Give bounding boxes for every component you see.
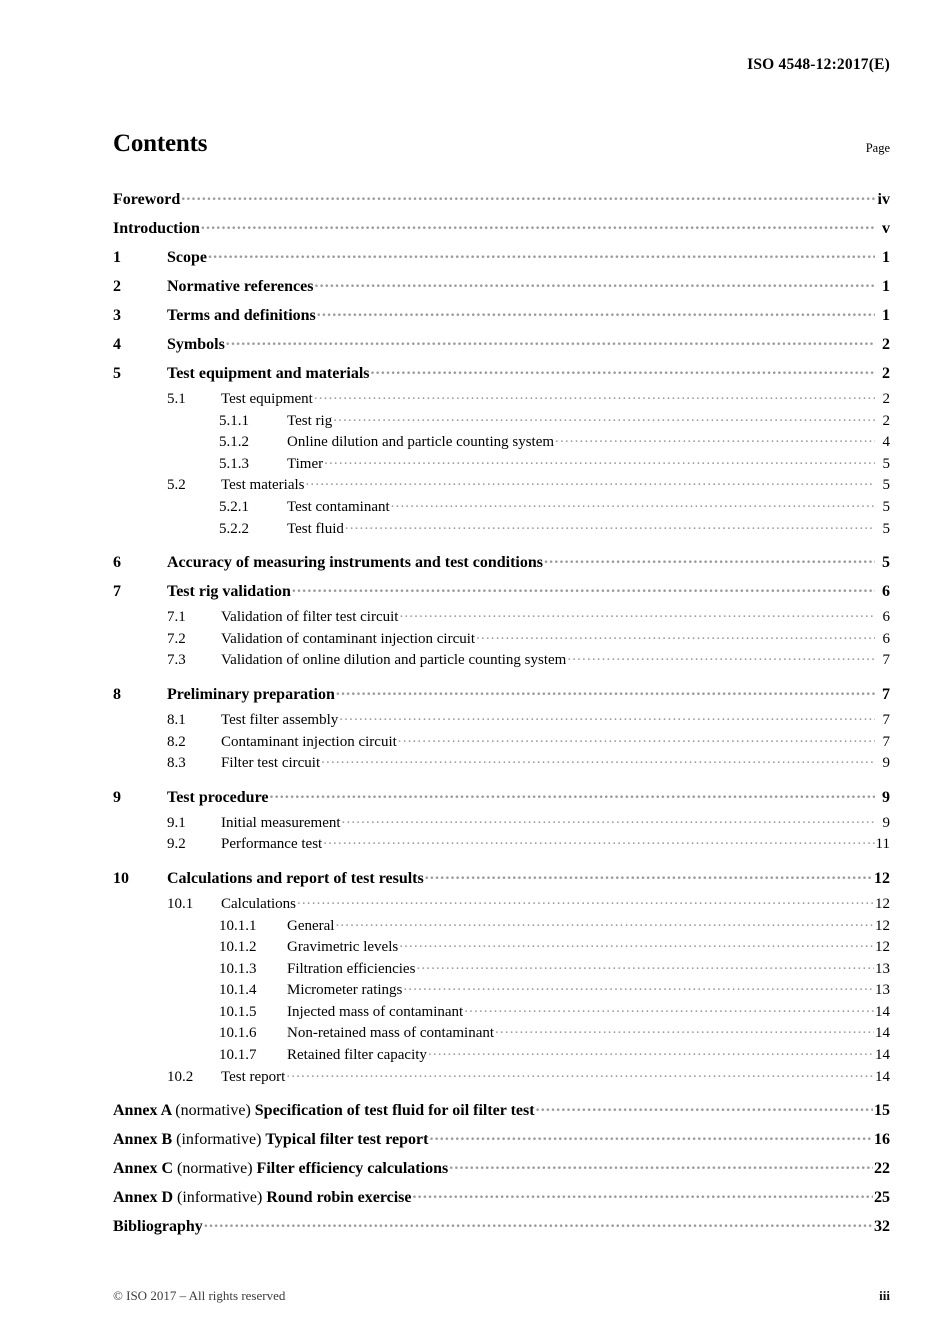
page-column-label: Page <box>865 141 890 155</box>
toc-entry-page: 5 <box>882 477 890 494</box>
leader-dots <box>321 752 875 767</box>
toc-entry-page: 14 <box>875 1047 890 1064</box>
leader-dots <box>413 1186 873 1202</box>
toc-entry-number: 10.1.5 <box>219 1003 257 1020</box>
toc-entry-title: Micrometer ratings <box>287 982 403 999</box>
toc-entry-number: 10.1.1 <box>219 917 257 934</box>
toc-entry-title: Test equipment <box>221 391 313 407</box>
leader-dots <box>297 893 874 908</box>
toc-entry-page: 7 <box>882 733 890 750</box>
toc-entry-title: Non-retained mass of contaminant <box>287 1025 495 1042</box>
footer-page-number: iii <box>879 1288 890 1303</box>
annex-label: Annex B <box>113 1131 177 1149</box>
toc-entry-title: Timer <box>287 455 324 472</box>
toc-entry[interactable] <box>113 893 890 915</box>
leader-dots <box>314 388 875 403</box>
annex-title: Specification of test fluid for oil filter test <box>254 1102 535 1120</box>
toc-entry-title: Performance test <box>221 836 323 853</box>
leader-dots <box>336 683 875 699</box>
toc-entry-number: 10.1.2 <box>219 939 257 956</box>
toc-entry-page: 25 <box>874 1189 890 1207</box>
toc-entry-number: 9.2 <box>167 836 186 853</box>
toc-entry-number: 7 <box>113 583 121 601</box>
toc-entry-title: Test rig validation <box>167 583 291 601</box>
toc-entry[interactable] <box>113 330 890 359</box>
toc-header <box>113 130 890 164</box>
annex-title: Typical filter test report <box>265 1131 429 1149</box>
toc-entry-title: Introduction <box>113 220 200 237</box>
annex-label: Annex A <box>113 1102 176 1120</box>
toc-entry-page: 1 <box>882 249 890 266</box>
toc-entry-title <box>113 1096 535 1125</box>
toc-entry-title: Terms and definitions <box>167 307 316 324</box>
page-title: Contents <box>113 130 208 157</box>
toc-entry-page: 12 <box>875 895 890 912</box>
toc-entry-page: 9 <box>882 814 890 831</box>
toc-entry-number: 8.3 <box>167 755 186 772</box>
toc-entry-page: 1 <box>882 307 890 324</box>
toc-entry-number: 9 <box>113 788 121 806</box>
leader-dots <box>567 649 875 664</box>
toc-entry-title: Test equipment and materials <box>167 365 370 382</box>
leader-dots <box>425 867 873 883</box>
leader-dots <box>345 518 875 533</box>
toc-entry-title <box>113 1183 412 1212</box>
toc-entry[interactable] <box>113 518 890 540</box>
toc-entry[interactable] <box>113 359 890 388</box>
toc-entry-number: 10.1.7 <box>219 1047 257 1064</box>
toc-entry[interactable] <box>113 1044 890 1066</box>
toc-entry-page: 14 <box>875 1068 890 1085</box>
toc-entry[interactable] <box>113 410 890 432</box>
leader-dots <box>208 246 875 262</box>
toc-entry[interactable] <box>113 936 890 958</box>
toc-entry-title: Injected mass of contaminant <box>287 1003 464 1020</box>
toc-entry-number: 5.1.2 <box>219 434 249 451</box>
leader-dots <box>429 1128 873 1144</box>
toc-entry-number: 10 <box>113 869 129 887</box>
toc-entry-title: Normative references <box>167 278 314 295</box>
leader-dots <box>428 1044 874 1059</box>
toc-entry-page: 5 <box>882 498 890 515</box>
toc-entry-page: 5 <box>882 520 890 537</box>
toc-entry-number: 7.2 <box>167 630 186 647</box>
toc-entry[interactable] <box>113 185 890 214</box>
toc-annex-entry[interactable] <box>113 1125 890 1154</box>
toc-entry[interactable] <box>113 915 890 937</box>
toc-entry[interactable] <box>113 1066 890 1088</box>
leader-dots <box>181 188 875 204</box>
toc-entry[interactable] <box>113 1022 890 1044</box>
toc-entry-number: 10.1.4 <box>219 982 257 999</box>
leader-dots <box>269 786 875 802</box>
leader-dots <box>339 709 875 724</box>
leader-dots <box>399 936 874 951</box>
toc-entry[interactable] <box>113 606 890 628</box>
toc-entry-page: 6 <box>882 583 890 601</box>
toc-entry[interactable] <box>113 496 890 518</box>
toc-entry-page: 11 <box>875 836 890 853</box>
toc-entry[interactable] <box>113 272 890 301</box>
toc-entry-title: Accuracy of measuring instruments and test conditions <box>167 554 543 572</box>
toc-entry-title: Scope <box>167 249 207 266</box>
toc-entry-title: Test report <box>221 1068 286 1085</box>
leader-dots <box>226 333 875 349</box>
toc-entry-page: 2 <box>882 391 890 407</box>
table-of-contents <box>113 185 890 1241</box>
toc-entry[interactable] <box>113 548 890 577</box>
toc-entry-title: Preliminary preparation <box>167 685 335 703</box>
leader-dots <box>495 1022 874 1037</box>
toc-entry-page: 4 <box>882 434 890 451</box>
toc-entry[interactable] <box>113 958 890 980</box>
toc-entry-number: 9.1 <box>167 814 186 831</box>
toc-entry-number: 10.1.6 <box>219 1025 257 1042</box>
annex-kind: (informative) <box>176 1131 266 1149</box>
annex-label: Annex C <box>113 1160 178 1178</box>
leader-dots <box>292 580 875 596</box>
toc-entry[interactable] <box>113 731 890 753</box>
toc-entry-page: 9 <box>882 755 890 772</box>
toc-entry-title: Filter test circuit <box>221 755 321 772</box>
leader-dots <box>317 304 875 320</box>
running-head: ISO 4548-12:2017(E) <box>747 56 890 73</box>
leader-dots <box>449 1157 873 1173</box>
toc-entry-page: 9 <box>882 788 890 806</box>
toc-entry-page: 16 <box>874 1131 890 1149</box>
leader-dots <box>476 628 875 643</box>
toc-entry-number: 8.1 <box>167 711 186 728</box>
toc-entry-number: 2 <box>113 278 121 295</box>
toc-entry[interactable] <box>113 388 890 410</box>
toc-entry-title: Test procedure <box>167 788 269 806</box>
toc-entry-number: 5.1.3 <box>219 455 249 472</box>
toc-entry-page: iv <box>877 191 890 208</box>
toc-entry[interactable] <box>113 628 890 650</box>
annex-title: Filter efficiency calculations <box>256 1160 449 1178</box>
leader-dots <box>416 958 874 973</box>
toc-entry[interactable] <box>113 752 890 774</box>
toc-entry-number: 10.1.3 <box>219 960 257 977</box>
toc-entry-page: v <box>882 220 890 237</box>
toc-entry-page: 5 <box>882 554 890 572</box>
toc-entry-page: 1 <box>882 278 890 295</box>
toc-entry[interactable] <box>113 301 890 330</box>
toc-entry-title: Foreword <box>113 191 181 208</box>
toc-entry-number: 3 <box>113 307 121 324</box>
leader-dots <box>342 812 875 827</box>
leader-dots <box>306 474 875 489</box>
toc-entry-number: 8 <box>113 685 121 703</box>
annex-kind: (normative) <box>177 1160 257 1178</box>
toc-entry-number: 5.2.1 <box>219 498 249 515</box>
toc-entry[interactable] <box>113 431 890 453</box>
toc-entry-number: 5 <box>113 365 121 382</box>
leader-dots <box>201 217 875 233</box>
leader-dots <box>204 1215 873 1231</box>
toc-entry[interactable] <box>113 979 890 1001</box>
toc-entry[interactable] <box>113 680 890 709</box>
leader-dots <box>464 1001 874 1016</box>
toc-entry-title: Validation of filter test circuit <box>221 609 399 626</box>
toc-entry-number: 5.1 <box>167 391 186 407</box>
toc-entry-number: 1 <box>113 249 121 266</box>
leader-dots <box>555 431 875 446</box>
toc-entry-page: 12 <box>875 917 890 934</box>
toc-entry-page: 13 <box>875 960 890 977</box>
toc-entry-title: Calculations <box>221 895 296 912</box>
toc-entry-title <box>113 1154 448 1183</box>
toc-entry[interactable] <box>113 649 890 671</box>
toc-entry-title: Filtration efficiencies <box>287 960 416 977</box>
leader-dots <box>335 915 874 930</box>
toc-entry-number: 7.1 <box>167 609 186 626</box>
toc-entry-number: 10.1 <box>167 895 194 912</box>
toc-entry[interactable] <box>113 577 890 606</box>
leader-dots <box>371 362 875 378</box>
toc-entry-number: 5.1.1 <box>219 412 249 429</box>
leader-dots <box>399 606 875 621</box>
toc-entry-page: 5 <box>882 455 890 472</box>
leader-dots <box>544 551 875 567</box>
toc-entry[interactable] <box>113 864 890 893</box>
toc-entry-page: 12 <box>874 869 890 887</box>
toc-entry-page: 6 <box>882 609 890 626</box>
toc-bibliography-entry[interactable] <box>113 1212 890 1241</box>
toc-entry-title: Test contaminant <box>287 498 390 515</box>
toc-entry-title: Test filter assembly <box>221 711 339 728</box>
toc-entry-title: Retained filter capacity <box>287 1047 427 1064</box>
leader-dots <box>536 1099 873 1115</box>
toc-annex-entry[interactable] <box>113 1183 890 1212</box>
annex-kind: (informative) <box>177 1189 267 1207</box>
annex-kind: (normative) <box>175 1102 255 1120</box>
toc-entry-title: Test fluid <box>287 520 344 537</box>
toc-entry[interactable] <box>113 214 890 243</box>
toc-entry[interactable] <box>113 243 890 272</box>
toc-entry-title: Gravimetric levels <box>287 939 399 956</box>
toc-entry[interactable] <box>113 453 890 475</box>
toc-annex-entry[interactable] <box>113 1154 890 1183</box>
toc-entry-page: 13 <box>875 982 890 999</box>
toc-annex-entry[interactable] <box>113 1096 890 1125</box>
annex-label: Annex D <box>113 1189 178 1207</box>
leader-dots <box>403 979 874 994</box>
toc-entry-page: 7 <box>882 685 890 703</box>
toc-entry-page: 2 <box>882 365 890 382</box>
toc-entry-title: Validation of contaminant injection circuit <box>221 630 476 647</box>
toc-entry-title: Calculations and report of test results <box>167 869 424 887</box>
toc-entry-page: 22 <box>874 1160 890 1178</box>
toc-entry[interactable] <box>113 812 890 834</box>
toc-entry-title: Symbols <box>167 336 225 353</box>
toc-entry[interactable] <box>113 833 890 855</box>
toc-entry-page: 7 <box>882 652 890 669</box>
leader-dots <box>286 1066 874 1081</box>
toc-entry-page: 2 <box>882 412 890 429</box>
leader-dots <box>333 410 875 425</box>
toc-entry-title: General <box>287 917 335 934</box>
toc-entry-number: 6 <box>113 554 121 572</box>
toc-entry-title: Validation of online dilution and particle counting system <box>221 652 567 669</box>
toc-entry-title: Initial measurement <box>221 814 341 831</box>
leader-dots <box>324 453 875 468</box>
toc-entry[interactable] <box>113 474 890 496</box>
copyright-notice: © ISO 2017 – All rights reserved <box>113 1288 286 1303</box>
toc-entry-number: 7.3 <box>167 652 186 669</box>
toc-entry-page: 6 <box>882 630 890 647</box>
toc-entry-page: 7 <box>882 711 890 728</box>
toc-entry-page: 12 <box>875 939 890 956</box>
leader-dots <box>323 833 874 848</box>
leader-dots <box>391 496 875 511</box>
leader-dots <box>314 275 875 291</box>
toc-entry-page: 2 <box>882 336 890 353</box>
toc-entry-number: 5.2.2 <box>219 520 249 537</box>
toc-entry-number: 5.2 <box>167 477 186 494</box>
toc-entry-number: 8.2 <box>167 733 186 750</box>
toc-entry-title: Test materials <box>221 477 305 494</box>
toc-entry-number: 4 <box>113 336 121 353</box>
leader-dots <box>398 731 875 746</box>
toc-entry-title <box>113 1125 428 1154</box>
toc-entry-title: Online dilution and particle counting system <box>287 434 555 451</box>
toc-entry-page: 14 <box>875 1003 890 1020</box>
toc-entry-title: Bibliography <box>113 1218 203 1236</box>
toc-entry-title: Contaminant injection circuit <box>221 733 397 750</box>
toc-entry[interactable] <box>113 1001 890 1023</box>
annex-title: Round robin exercise <box>266 1189 412 1207</box>
toc-entry-page: 14 <box>875 1025 890 1042</box>
toc-entry-number: 10.2 <box>167 1068 194 1085</box>
toc-entry[interactable] <box>113 783 890 812</box>
toc-entry-page: 15 <box>874 1102 890 1120</box>
toc-entry-page: 32 <box>874 1218 890 1236</box>
toc-entry-title: Test rig <box>287 412 333 429</box>
toc-entry[interactable] <box>113 709 890 731</box>
page-footer <box>113 1288 890 1306</box>
